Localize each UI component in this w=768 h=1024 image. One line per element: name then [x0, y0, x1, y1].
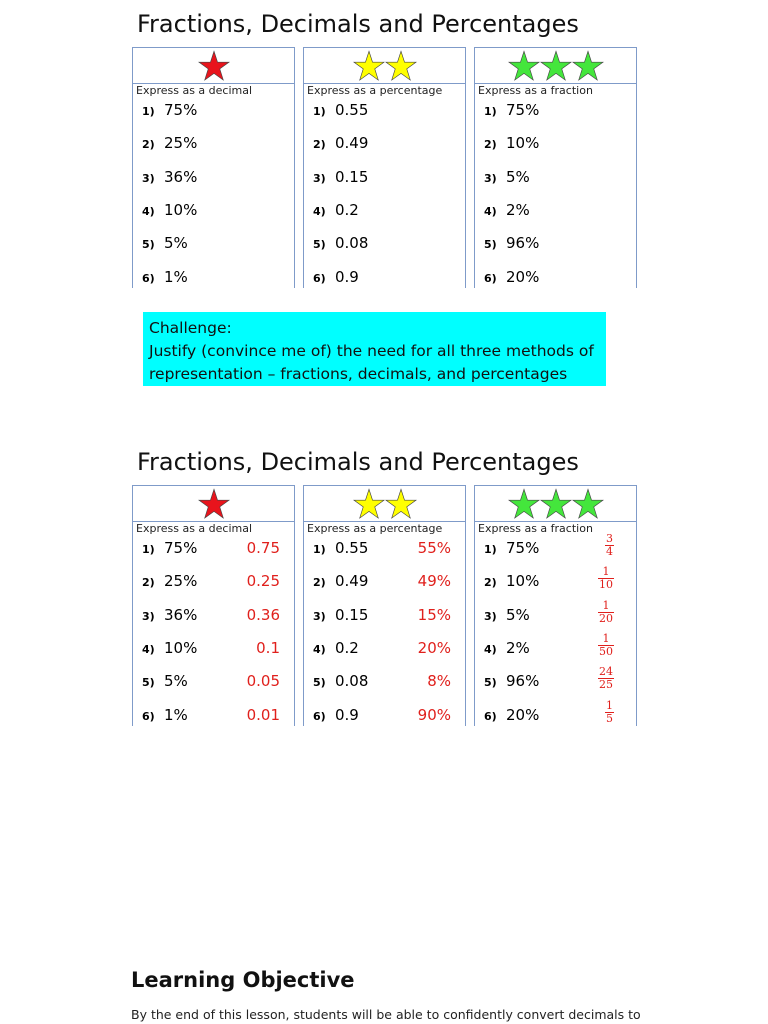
question-value: 25%: [164, 572, 198, 591]
question-value: 36%: [164, 605, 198, 624]
challenge-line-1: Justify (convince me of) the need for all three methods of: [149, 342, 594, 360]
learning-objective-title: Learning Objective: [131, 968, 355, 992]
star-icon: [198, 488, 230, 520]
column-decimals: [132, 485, 295, 726]
question-number: 6): [313, 271, 326, 285]
question-row: [475, 266, 636, 294]
question-value: 2%: [506, 200, 530, 219]
star-icon: [540, 488, 572, 520]
question-value: 5%: [506, 167, 530, 186]
column-instruction: Express as a decimal: [136, 522, 253, 535]
question-number: 2): [484, 138, 497, 152]
question-number: 3): [142, 609, 155, 623]
question-value: 20%: [506, 705, 540, 724]
question-value: 96%: [506, 672, 540, 691]
answer-decimal: 0.01: [246, 705, 280, 724]
question-value: 75%: [506, 101, 540, 119]
question-number: 4): [142, 642, 155, 656]
question-value: 10%: [506, 134, 540, 153]
star-rating: [304, 485, 465, 522]
question-number: 5): [142, 676, 155, 690]
question-row: [475, 166, 636, 194]
star-icon: [353, 50, 385, 82]
star-rating: [475, 485, 636, 522]
answer-decimal: 0.1: [256, 638, 280, 657]
question-row: [475, 631, 636, 665]
question-value: 0.49: [335, 134, 369, 153]
question-value: 10%: [164, 200, 198, 219]
question-value: 0.9: [335, 267, 359, 286]
column-percentages: [303, 47, 466, 288]
star-icon: [385, 488, 417, 520]
question-row: [304, 604, 465, 632]
question-number: 3): [484, 609, 497, 623]
star-icon: [572, 488, 604, 520]
question-value: 0.15: [335, 605, 369, 624]
question-row: [133, 570, 294, 598]
fraction-numerator: 1: [602, 631, 610, 645]
fraction-denominator: 20: [599, 611, 613, 625]
question-value: 5%: [164, 672, 188, 691]
question-number: 6): [142, 709, 155, 723]
answer-fraction: [598, 600, 614, 624]
question-value: 96%: [506, 234, 540, 253]
question-value: 10%: [506, 572, 540, 591]
question-columns: [132, 485, 636, 726]
star-icon: [508, 50, 540, 82]
question-value: 0.55: [335, 539, 369, 557]
question-value: 25%: [164, 134, 198, 153]
question-number: 1): [142, 543, 155, 556]
answer-fraction: [598, 666, 614, 690]
question-number: 1): [484, 543, 497, 556]
question-number: 2): [313, 138, 326, 152]
answer-decimal: 0.75: [246, 539, 280, 557]
star-icon: [385, 50, 417, 82]
fraction-numerator: 1: [606, 698, 613, 712]
question-value: 0.55: [335, 101, 369, 119]
answer-fraction: [598, 566, 614, 590]
answer-fraction: [605, 700, 614, 724]
question-row: [304, 704, 465, 732]
question-value: 0.9: [335, 705, 359, 724]
fraction-denominator: 4: [606, 545, 613, 558]
question-row: [304, 670, 465, 698]
question-row: [304, 99, 465, 127]
question-row: [475, 532, 636, 565]
question-value: 5%: [506, 605, 530, 624]
question-number: 4): [142, 204, 155, 218]
column-fractions: [474, 47, 637, 288]
question-row: [304, 232, 465, 260]
question-number: 3): [142, 171, 155, 185]
question-row: [133, 266, 294, 294]
star-rating: [304, 47, 465, 84]
question-row: [133, 166, 294, 194]
question-row: [304, 199, 465, 227]
question-number: 2): [313, 576, 326, 590]
question-number: 1): [313, 105, 326, 118]
fraction-numerator: 24: [599, 665, 613, 679]
question-row: [133, 132, 294, 160]
column-instruction: Express as a decimal: [136, 84, 253, 97]
worksheet-title: Fractions, Decimals and Percentages: [137, 448, 579, 476]
question-number: 6): [142, 271, 155, 285]
fraction-denominator: 25: [599, 678, 613, 692]
question-number: 3): [313, 171, 326, 185]
question-value: 10%: [164, 638, 198, 657]
question-value: 0.08: [335, 672, 369, 691]
question-row: [475, 598, 636, 632]
column-fractions: [474, 485, 637, 726]
question-number: 4): [313, 204, 326, 218]
learning-objective-text: By the end of this lesson, students will be able to confidently convert decimals to: [131, 1007, 641, 1022]
question-value: 75%: [164, 539, 198, 557]
challenge-line-2: representation – fractions, decimals, and percentages: [149, 365, 568, 383]
question-number: 6): [484, 709, 497, 723]
fraction-denominator: 50: [599, 644, 613, 658]
column-instruction: Express as a percentage: [307, 522, 443, 535]
answer-fraction: [598, 633, 614, 657]
question-row: [304, 132, 465, 160]
question-row: [133, 704, 294, 732]
question-row: [133, 670, 294, 698]
question-number: 5): [313, 676, 326, 690]
question-row: [475, 132, 636, 160]
question-row: [133, 99, 294, 127]
question-value: 2%: [506, 638, 530, 657]
question-number: 3): [484, 171, 497, 185]
question-row: [133, 604, 294, 632]
question-row: [475, 232, 636, 260]
column-instruction: Express as a fraction: [478, 522, 593, 535]
answer-percentage: 15%: [417, 605, 451, 624]
question-value: 5%: [164, 234, 188, 253]
answer-decimal: 0.05: [246, 672, 280, 691]
question-row: [475, 565, 636, 598]
fraction-numerator: 1: [602, 598, 610, 612]
fraction-denominator: 10: [599, 578, 613, 592]
question-row: [475, 698, 636, 732]
question-number: 5): [313, 238, 326, 252]
star-rating: [133, 485, 294, 522]
question-number: 5): [484, 676, 497, 690]
question-number: 2): [142, 138, 155, 152]
column-instruction: Express as a percentage: [307, 84, 443, 97]
column-instruction: Express as a fraction: [478, 84, 593, 97]
question-number: 1): [142, 105, 155, 118]
question-row: [133, 537, 294, 565]
question-number: 4): [313, 642, 326, 656]
question-row: [304, 570, 465, 598]
question-value: 0.49: [335, 572, 369, 591]
answer-percentage: 49%: [417, 572, 451, 591]
worksheet-title: Fractions, Decimals and Percentages: [137, 10, 579, 38]
question-value: 1%: [164, 267, 188, 286]
question-number: 5): [142, 238, 155, 252]
question-number: 1): [313, 543, 326, 556]
question-number: 1): [484, 105, 497, 118]
question-row: [133, 232, 294, 260]
answer-decimal: 0.36: [246, 605, 280, 624]
question-row: [475, 99, 636, 127]
question-value: 1%: [164, 705, 188, 724]
question-value: 0.15: [335, 167, 369, 186]
question-row: [475, 665, 636, 698]
fraction-numerator: 3: [606, 532, 613, 545]
question-number: 3): [313, 609, 326, 623]
star-icon: [572, 50, 604, 82]
answer-decimal: 0.25: [246, 572, 280, 591]
question-number: 4): [484, 642, 497, 656]
answer-percentage: 90%: [417, 705, 451, 724]
question-number: 2): [484, 576, 497, 590]
star-icon: [540, 50, 572, 82]
question-value: 0.08: [335, 234, 369, 253]
star-icon: [508, 488, 540, 520]
fraction-numerator: 1: [602, 565, 610, 579]
column-decimals: [132, 47, 295, 288]
answer-percentage: 55%: [417, 539, 451, 557]
question-value: 75%: [506, 539, 540, 557]
question-number: 5): [484, 238, 497, 252]
question-number: 6): [484, 271, 497, 285]
question-row: [133, 199, 294, 227]
challenge-box: [143, 312, 606, 386]
question-value: 75%: [164, 101, 198, 119]
question-number: 2): [142, 576, 155, 590]
question-value: 36%: [164, 167, 198, 186]
question-value: 0.2: [335, 200, 359, 219]
question-columns: [132, 47, 636, 288]
star-rating: [133, 47, 294, 84]
star-icon: [198, 50, 230, 82]
star-icon: [353, 488, 385, 520]
question-row: [304, 266, 465, 294]
answer-percentage: 20%: [417, 638, 451, 657]
question-row: [304, 166, 465, 194]
question-value: 20%: [506, 267, 540, 286]
star-rating: [475, 47, 636, 84]
answer-percentage: 8%: [427, 672, 451, 691]
fraction-denominator: 5: [606, 711, 613, 725]
question-row: [133, 637, 294, 665]
question-row: [304, 637, 465, 665]
question-row: [475, 199, 636, 227]
challenge-heading: Challenge:: [149, 319, 232, 337]
question-number: 4): [484, 204, 497, 218]
question-row: [304, 537, 465, 565]
question-value: 0.2: [335, 638, 359, 657]
question-number: 6): [313, 709, 326, 723]
answer-fraction: [605, 533, 614, 557]
column-percentages: [303, 485, 466, 726]
